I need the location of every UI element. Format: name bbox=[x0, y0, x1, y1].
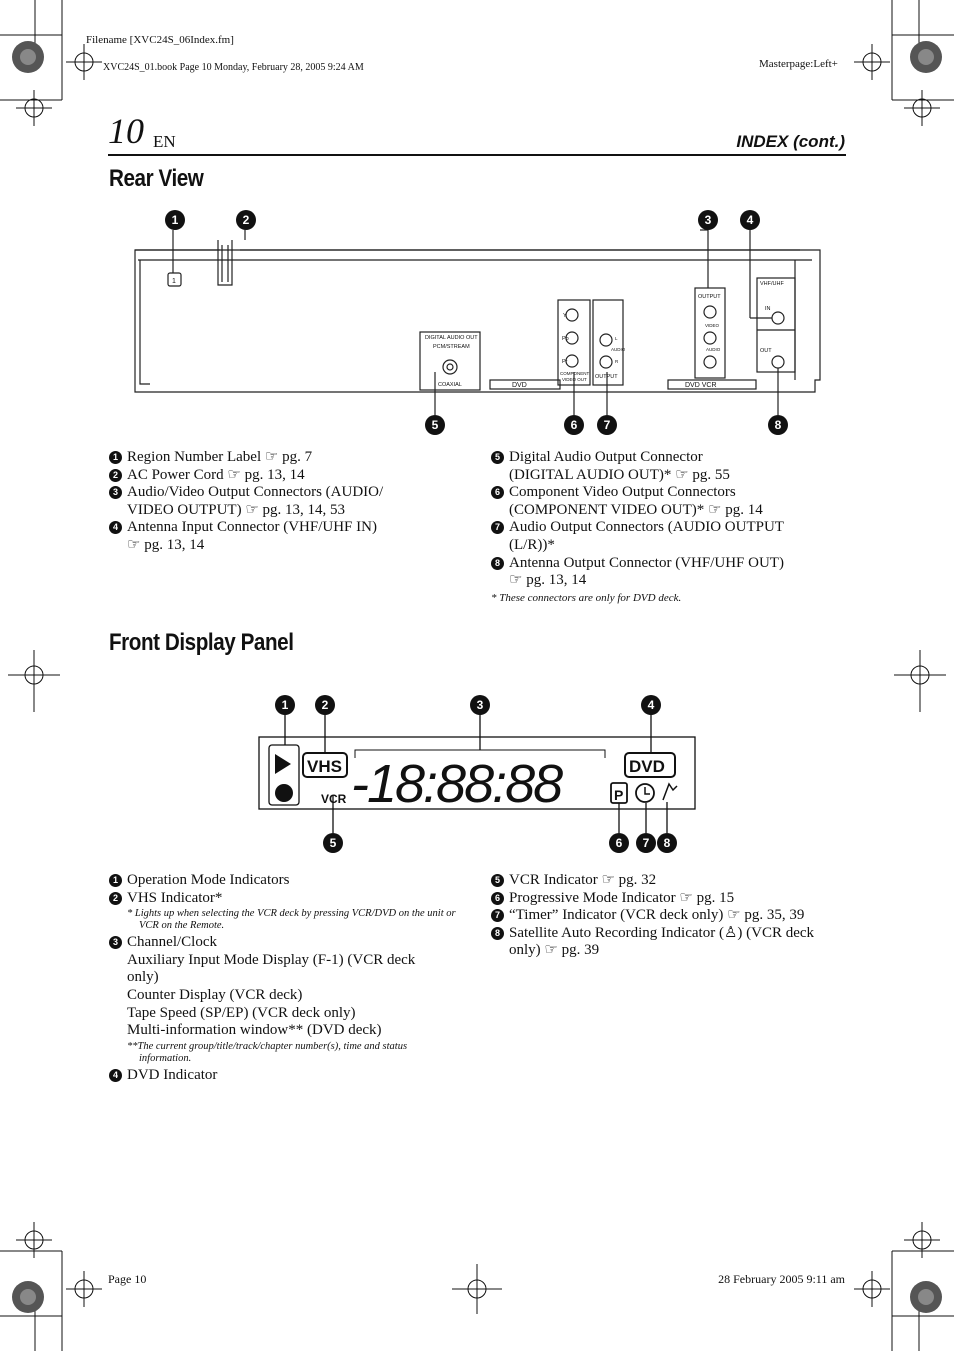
front-callout-1: 1 bbox=[275, 695, 295, 715]
channel-clock-digits: -18:88:88 bbox=[351, 754, 562, 814]
list-item: 7 Audio Output Connectors (AUDIO OUTPUT (L/R))* bbox=[491, 519, 851, 554]
front-list-left bbox=[109, 872, 459, 1084]
rear-list-left bbox=[109, 449, 469, 555]
rear-list-right bbox=[491, 449, 851, 605]
video-out-label: VIDEO OUT bbox=[562, 377, 587, 382]
pcm-stream-label: PCM/STREAM bbox=[433, 344, 470, 350]
front-callout-7: 7 bbox=[636, 833, 656, 853]
dvd-indicator: DVD bbox=[629, 757, 665, 776]
rear-view-title: Rear View bbox=[109, 165, 204, 192]
digital-audio-out-label: DIGITAL AUDIO OUT bbox=[425, 335, 478, 341]
page-number: 10 bbox=[108, 111, 144, 151]
vcr-indicator: VCR bbox=[321, 792, 347, 806]
rear-callout-1: 1 bbox=[165, 210, 185, 230]
front-callout-3: 3 bbox=[470, 695, 490, 715]
page-suffix: EN bbox=[153, 132, 176, 151]
rear-callout-3: 3 bbox=[698, 210, 718, 230]
list-item: 3 Audio/Video Output Connectors (AUDIO/ VIDEO OUTPUT) ☞ pg. 13, 14, 53 bbox=[109, 484, 469, 519]
audio-label: AUDIO bbox=[611, 347, 626, 352]
pb-label: Pb bbox=[562, 336, 569, 342]
list-item: 2 AC Power Cord ☞ pg. 13, 14 bbox=[109, 467, 469, 485]
book-info-label: XVC24S_01.book Page 10 Monday, February 28, 2005 9:24 AM bbox=[103, 62, 364, 73]
masterpage-label: Masterpage:Left+ bbox=[759, 58, 838, 70]
front-list-right bbox=[491, 872, 851, 960]
output-label-dvd: OUTPUT bbox=[595, 374, 618, 380]
vhs-footnote: * Lights up when selecting the VCR deck by pressing VCR/DVD on the unit or VCR on the Remote. bbox=[127, 908, 456, 932]
front-callout-6: 6 bbox=[609, 833, 629, 853]
list-item: 6 Progressive Mode Indicator ☞ pg. 15 bbox=[491, 890, 851, 908]
list-item: 1 Operation Mode Indicators bbox=[109, 872, 459, 890]
rear-footnote: * These connectors are only for DVD deck. bbox=[491, 591, 682, 604]
rear-callout-6: 6 bbox=[564, 415, 584, 435]
rear-callout-8: 8 bbox=[768, 415, 788, 435]
video-label: VIDEO bbox=[705, 323, 720, 328]
rear-callout-5: 5 bbox=[425, 415, 445, 435]
list-item: 2 VHS Indicator* * Lights up when selecting the VCR deck by pressing VCR/DVD on the unit or VCR on the Remote. bbox=[109, 890, 459, 933]
audio-r-label: R bbox=[615, 359, 619, 364]
output-label-vcr: OUTPUT bbox=[698, 294, 721, 300]
coaxial-label: COAXIAL bbox=[438, 382, 462, 388]
pr-label: Pr bbox=[562, 359, 568, 365]
front-callout-4: 4 bbox=[641, 695, 661, 715]
component-label: COMPONENT bbox=[560, 371, 590, 376]
list-item: 5 Digital Audio Output Connector (DIGITAL AUDIO OUT)* ☞ pg. 55 bbox=[491, 449, 851, 484]
vhf-uhf-label: VHF/UHF bbox=[760, 281, 784, 287]
front-panel-title: Front Display Panel bbox=[109, 629, 294, 656]
list-item: 3 Channel/Clock Auxiliary Input Mode Display (F-1) (VCR deck only) Counter Display (VCR deck) Tape Speed (SP/EP) (VCR deck only) Multi-information window** (DVD deck) **The current group/title/track/chapter number(s), time and status information. bbox=[109, 934, 459, 1065]
list-item: 4 DVD Indicator bbox=[109, 1067, 459, 1085]
audio-l-label: L bbox=[615, 336, 618, 341]
vhs-indicator: VHS bbox=[307, 757, 342, 776]
rear-callout-7: 7 bbox=[597, 415, 617, 435]
front-callout-5: 5 bbox=[323, 833, 343, 853]
progressive-indicator: P bbox=[614, 787, 624, 803]
dvd-label: DVD bbox=[512, 382, 527, 389]
channel-footnote: **The current group/title/track/chapter number(s), time and status information. bbox=[127, 1040, 408, 1064]
list-item: 4 Antenna Input Connector (VHF/UHF IN) ☞ pg. 13, 14 bbox=[109, 519, 469, 554]
region-number-label: 1 bbox=[172, 278, 176, 285]
front-callout-2: 2 bbox=[315, 695, 335, 715]
y-label: Y bbox=[563, 313, 567, 319]
rear-callout-4: 4 bbox=[740, 210, 760, 230]
dvd-vcr-label: DVD VCR bbox=[685, 382, 717, 389]
rear-view-diagram bbox=[100, 200, 830, 440]
list-item: 7 “Timer” Indicator (VCR deck only) ☞ pg. 35, 39 bbox=[491, 907, 851, 925]
list-item: 5 VCR Indicator ☞ pg. 32 bbox=[491, 872, 851, 890]
list-item: 8 Antenna Output Connector (VHF/UHF OUT) ☞ pg. 13, 14 bbox=[491, 555, 851, 590]
audio-label-vcr: AUDIO bbox=[706, 347, 721, 352]
footer-page: Page 10 bbox=[108, 1272, 147, 1286]
section-title: INDEX (cont.) bbox=[736, 132, 845, 151]
front-callout-8: 8 bbox=[657, 833, 677, 853]
list-item: 1 Region Number Label ☞ pg. 7 bbox=[109, 449, 469, 467]
footer-date: 28 February 2005 9:11 am bbox=[718, 1272, 845, 1286]
out-label: OUT bbox=[760, 348, 772, 354]
rear-callout-2: 2 bbox=[236, 210, 256, 230]
front-display-diagram bbox=[255, 690, 705, 860]
list-item: 8 Satellite Auto Recording Indicator (♙) (VCR deck only) ☞ pg. 39 bbox=[491, 925, 851, 960]
in-label: IN bbox=[765, 306, 771, 312]
filename-label: Filename [XVC24S_06Index.fm] bbox=[86, 34, 234, 46]
header-rule bbox=[108, 154, 846, 156]
list-item: 6 Component Video Output Connectors (COMPONENT VIDEO OUT)* ☞ pg. 14 bbox=[491, 484, 851, 519]
